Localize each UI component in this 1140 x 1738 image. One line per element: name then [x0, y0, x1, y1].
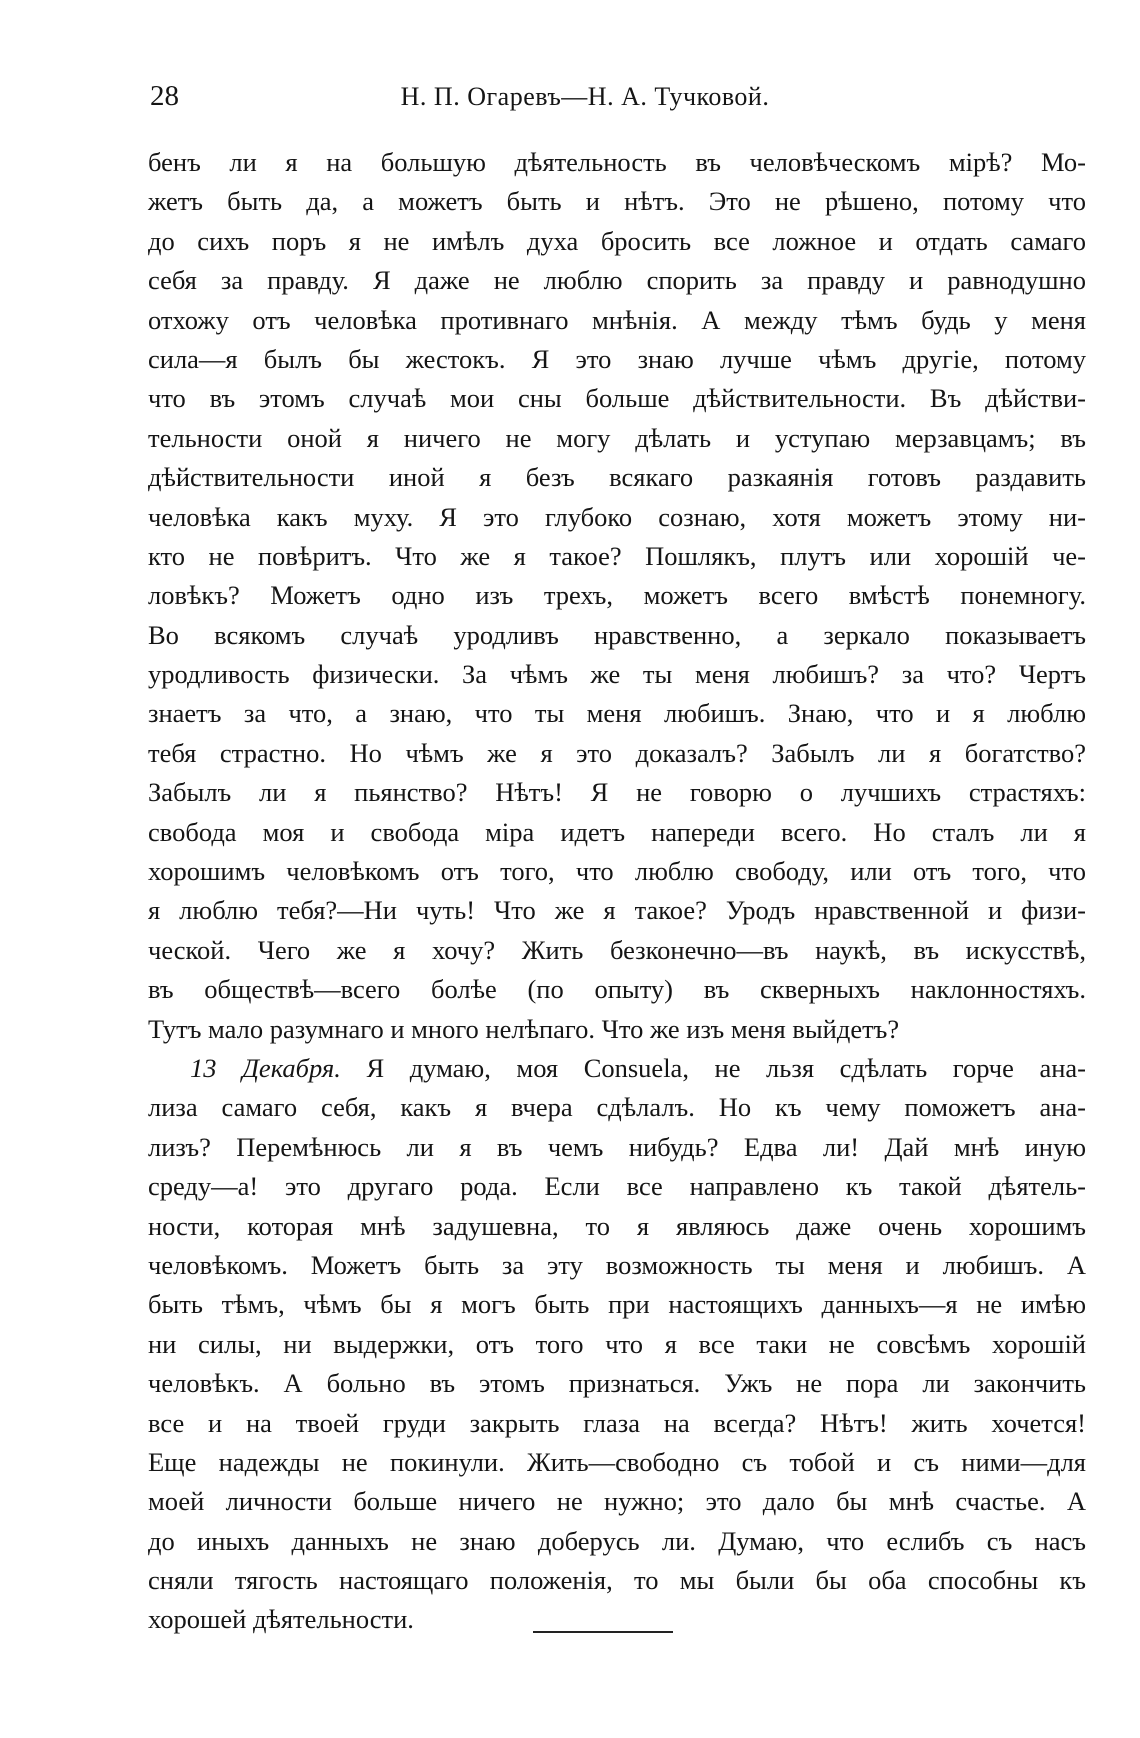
- text-line: свобода моя и свобода міра идетъ напереди всего. Но сталъ ли я: [148, 816, 1086, 847]
- text-line: хорошимъ человѣкомъ отъ того, что люблю свободу, или отъ того, что: [148, 856, 1086, 887]
- text-line: человѣка какъ муху. Я это глубоко сознаю, хотя можетъ этому ни-: [148, 501, 1086, 532]
- text-line: все и на твоей груди закрыть глаза на всегда? Нѣтъ! жить хочется!: [148, 1407, 1086, 1438]
- text-line: ни силы, ни выдержки, отъ того что я все таки не совсѣмъ хорошій: [148, 1328, 1086, 1359]
- letter-body: [148, 143, 1086, 1640]
- text-line: уродливость физически. За чѣмъ же ты меня любишъ? за что? Чертъ: [148, 659, 1086, 690]
- text-line: до сихъ поръ я не имѣлъ духа бросить все ложное и отдать самаго: [148, 225, 1086, 256]
- text-line: себя за правду. Я даже не люблю спорить за правду и равнодушно: [148, 265, 1086, 296]
- text-line: отхожу отъ человѣка противнаго мнѣнія. А между тѣмъ будь у меня: [148, 304, 1086, 335]
- end-rule: [533, 1631, 673, 1633]
- text-line: бенъ ли я на большую дѣятельность въ человѣческомъ мірѣ? Мо-: [148, 147, 1086, 177]
- text-line: ности, которая мнѣ задушевна, то я являюсь даже очень хорошимъ: [148, 1210, 1086, 1241]
- line-text: Я думаю, моя Consuela, не льзя сдѣлать горче ана-: [366, 1052, 1087, 1083]
- text-line: ческой. Чего же я хочу? Жить безконечно—въ наукѣ, въ искусствѣ,: [148, 934, 1086, 965]
- text-line: среду—а! это другаго рода. Если все направлено къ такой дѣятель-: [148, 1171, 1086, 1202]
- text-line: хорошей дѣятельности.: [148, 1604, 414, 1635]
- text-line: лизъ? Перемѣнюсь ли я въ чемъ нибудь? Едва ли! Дай мнѣ иную: [148, 1131, 1086, 1162]
- text-line: до иныхъ данныхъ не знаю доберусь ли. Думаю, что еслибъ съ насъ: [148, 1525, 1086, 1556]
- text-line: сила—я былъ бы жестокъ. Я это знаю лучше чѣмъ другіе, потому: [148, 343, 1086, 374]
- text-line: Во всякомъ случаѣ уродливъ нравственно, а зеркало показываетъ: [148, 619, 1086, 650]
- text-line: въ обществѣ—всего болѣе (по опыту) въ скверныхъ наклонностяхъ.: [148, 974, 1086, 1005]
- text-line: Забылъ ли я пьянство? Нѣтъ! Я не говорю о лучшихъ страстяхъ:: [148, 777, 1086, 808]
- text-line: человѣкомъ. Можетъ быть за эту возможность ты меня и любишъ. А: [148, 1249, 1086, 1280]
- text-line: я люблю тебя?—Ни чуть! Что же я такое? Уродъ нравственной и физи-: [148, 895, 1086, 926]
- running-title: Н. П. Огаревъ—Н. А. Тучковой.: [400, 82, 770, 111]
- text-line: жетъ быть да, а можетъ быть и нѣтъ. Это не рѣшено, потому что: [148, 186, 1086, 217]
- date-heading: 13 Декабря.: [190, 1052, 341, 1083]
- page-number: 28: [150, 80, 179, 112]
- text-line: что въ этомъ случаѣ мои сны больше дѣйствительности. Въ дѣйстви-: [148, 383, 1086, 414]
- text-line: ловѣкъ? Можетъ одно изъ трехъ, можетъ всего вмѣстѣ понемногу.: [148, 580, 1086, 611]
- text-line: Еще надежды не покинули. Жить—свободно съ тобой и съ ними—для: [148, 1446, 1086, 1477]
- text-line: кто не повѣритъ. Что же я такое? Пошлякъ, плутъ или хорошій че-: [148, 540, 1086, 571]
- text-line: тельности оной я ничего не могу дѣлать и уступаю мерзавцамъ; въ: [148, 422, 1086, 453]
- text-line: дѣйствительности иной я безъ всякаго разкаянія готовъ раздавить: [148, 462, 1086, 493]
- text-line: знаетъ за что, а знаю, что ты меня любишъ. Знаю, что и я люблю: [148, 698, 1086, 729]
- text-line: [148, 1049, 1086, 1088]
- text-line: быть тѣмъ, чѣмъ бы я могъ быть при настоящихъ данныхъ—я не имѣю: [148, 1289, 1086, 1320]
- text-line: человѣкъ. А больно въ этомъ признаться. Ужъ не пора ли закончить: [148, 1368, 1086, 1399]
- text-line: сняли тягость настоящаго положенія, то мы были бы оба способны къ: [148, 1565, 1086, 1596]
- text-line: тебя страстно. Но чѣмъ же я это доказалъ? Забылъ ли я богатство?: [148, 737, 1086, 768]
- text-line: моей личности больше ничего не нужно; это дало бы мнѣ счастье. А: [148, 1486, 1086, 1517]
- text-line: лиза самаго себя, какъ я вчера сдѣлалъ. Но къ чему поможетъ ана-: [148, 1092, 1086, 1123]
- text-line: Тутъ мало разумнаго и много нелѣпаго. Что же изъ меня выйдетъ?: [148, 1013, 900, 1044]
